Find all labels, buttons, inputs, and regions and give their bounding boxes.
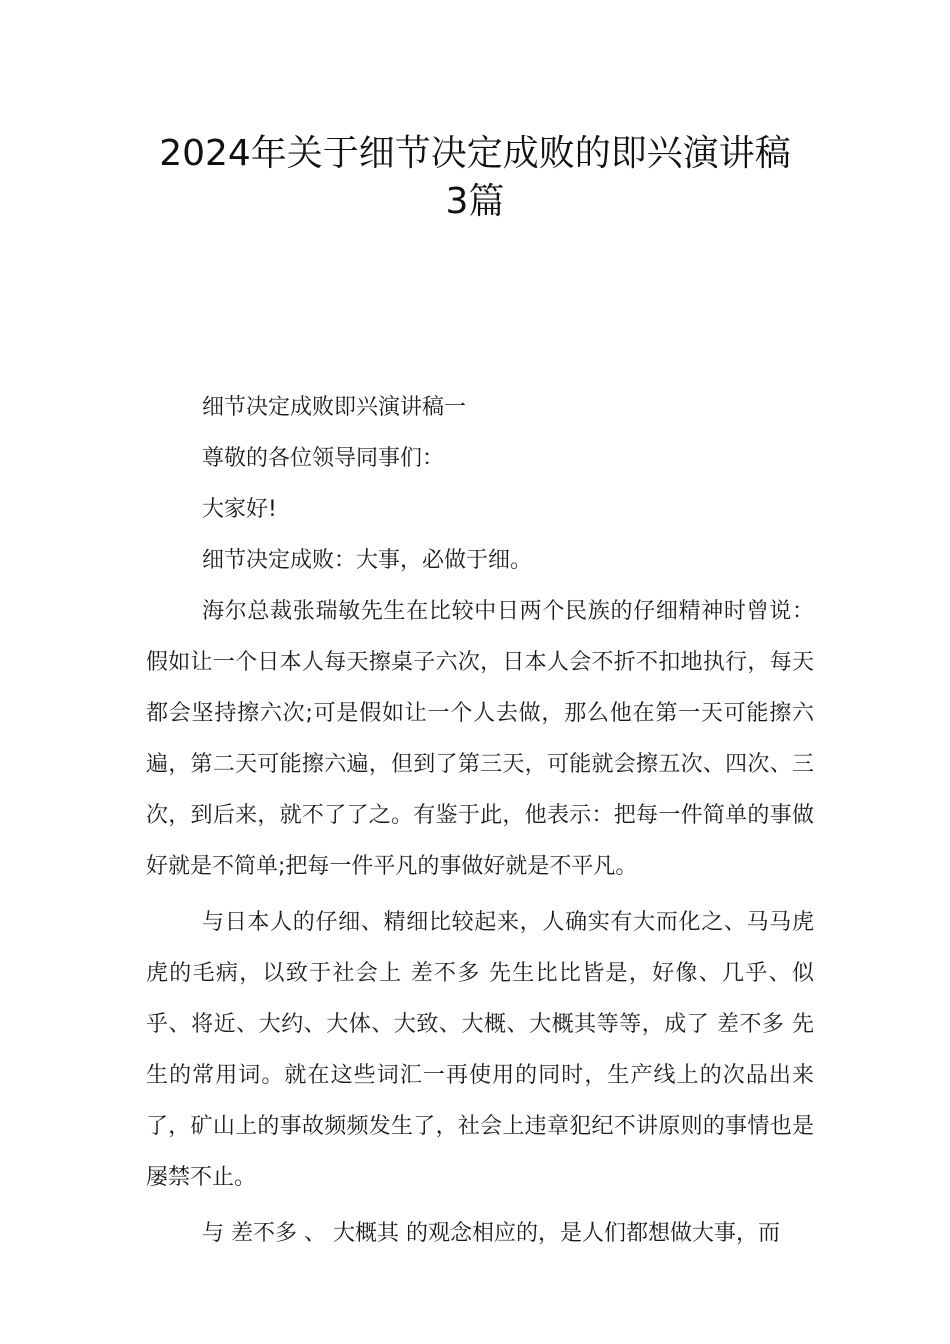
body-paragraph: 与日本人的仔细、精细比较起来，人确实有大而化之、马马虎虎的毛病，以致于社会上 差不多 先生比比皆是，好像、几乎、似乎、将近、大约、大体、大致、大概、大概其等等，成了 差不多 先生的常用词。就在这些词汇一再使用的同时，生产线上的次品出来了，矿山上的事故频频发生了，社会上违章犯纪不讲原则的事情也是屡禁不止。 <box>146 910 814 1190</box>
greeting: 大家好! <box>202 497 277 522</box>
body-paragraph: 与 差不多 、 大概其 的观念相应的，是人们都想做大事，而 <box>202 1221 780 1246</box>
section-heading: 细节决定成败即兴演讲稿一 <box>202 395 467 420</box>
document-body <box>146 382 814 1259</box>
body-paragraph: 海尔总裁张瑞敏先生在比较中日两个民族的仔细精神时曾说：假如让一个日本人每天擦桌子六次，日本人会不折不扣地执行，每天都会坚持擦六次;可是假如让一个人去做，那么他在第一天可能擦六遍，第二天可能擦六遍，但到了第三天，可能就会擦五次、四次、三次，到后来，就不了了之。有鉴于此，他表示：把每一件简单的事做好就是不简单;把每一件平凡的事做好就是不平凡。 <box>146 599 814 879</box>
document-title: 2024年关于细节决定成败的即兴演讲稿 <box>159 133 791 174</box>
salutation: 尊敬的各位领导同事们： <box>202 446 445 471</box>
thesis-paragraph: 细节决定成败：大事，必做于细。 <box>202 548 533 573</box>
document-title-continued: 3篇 <box>445 181 505 222</box>
